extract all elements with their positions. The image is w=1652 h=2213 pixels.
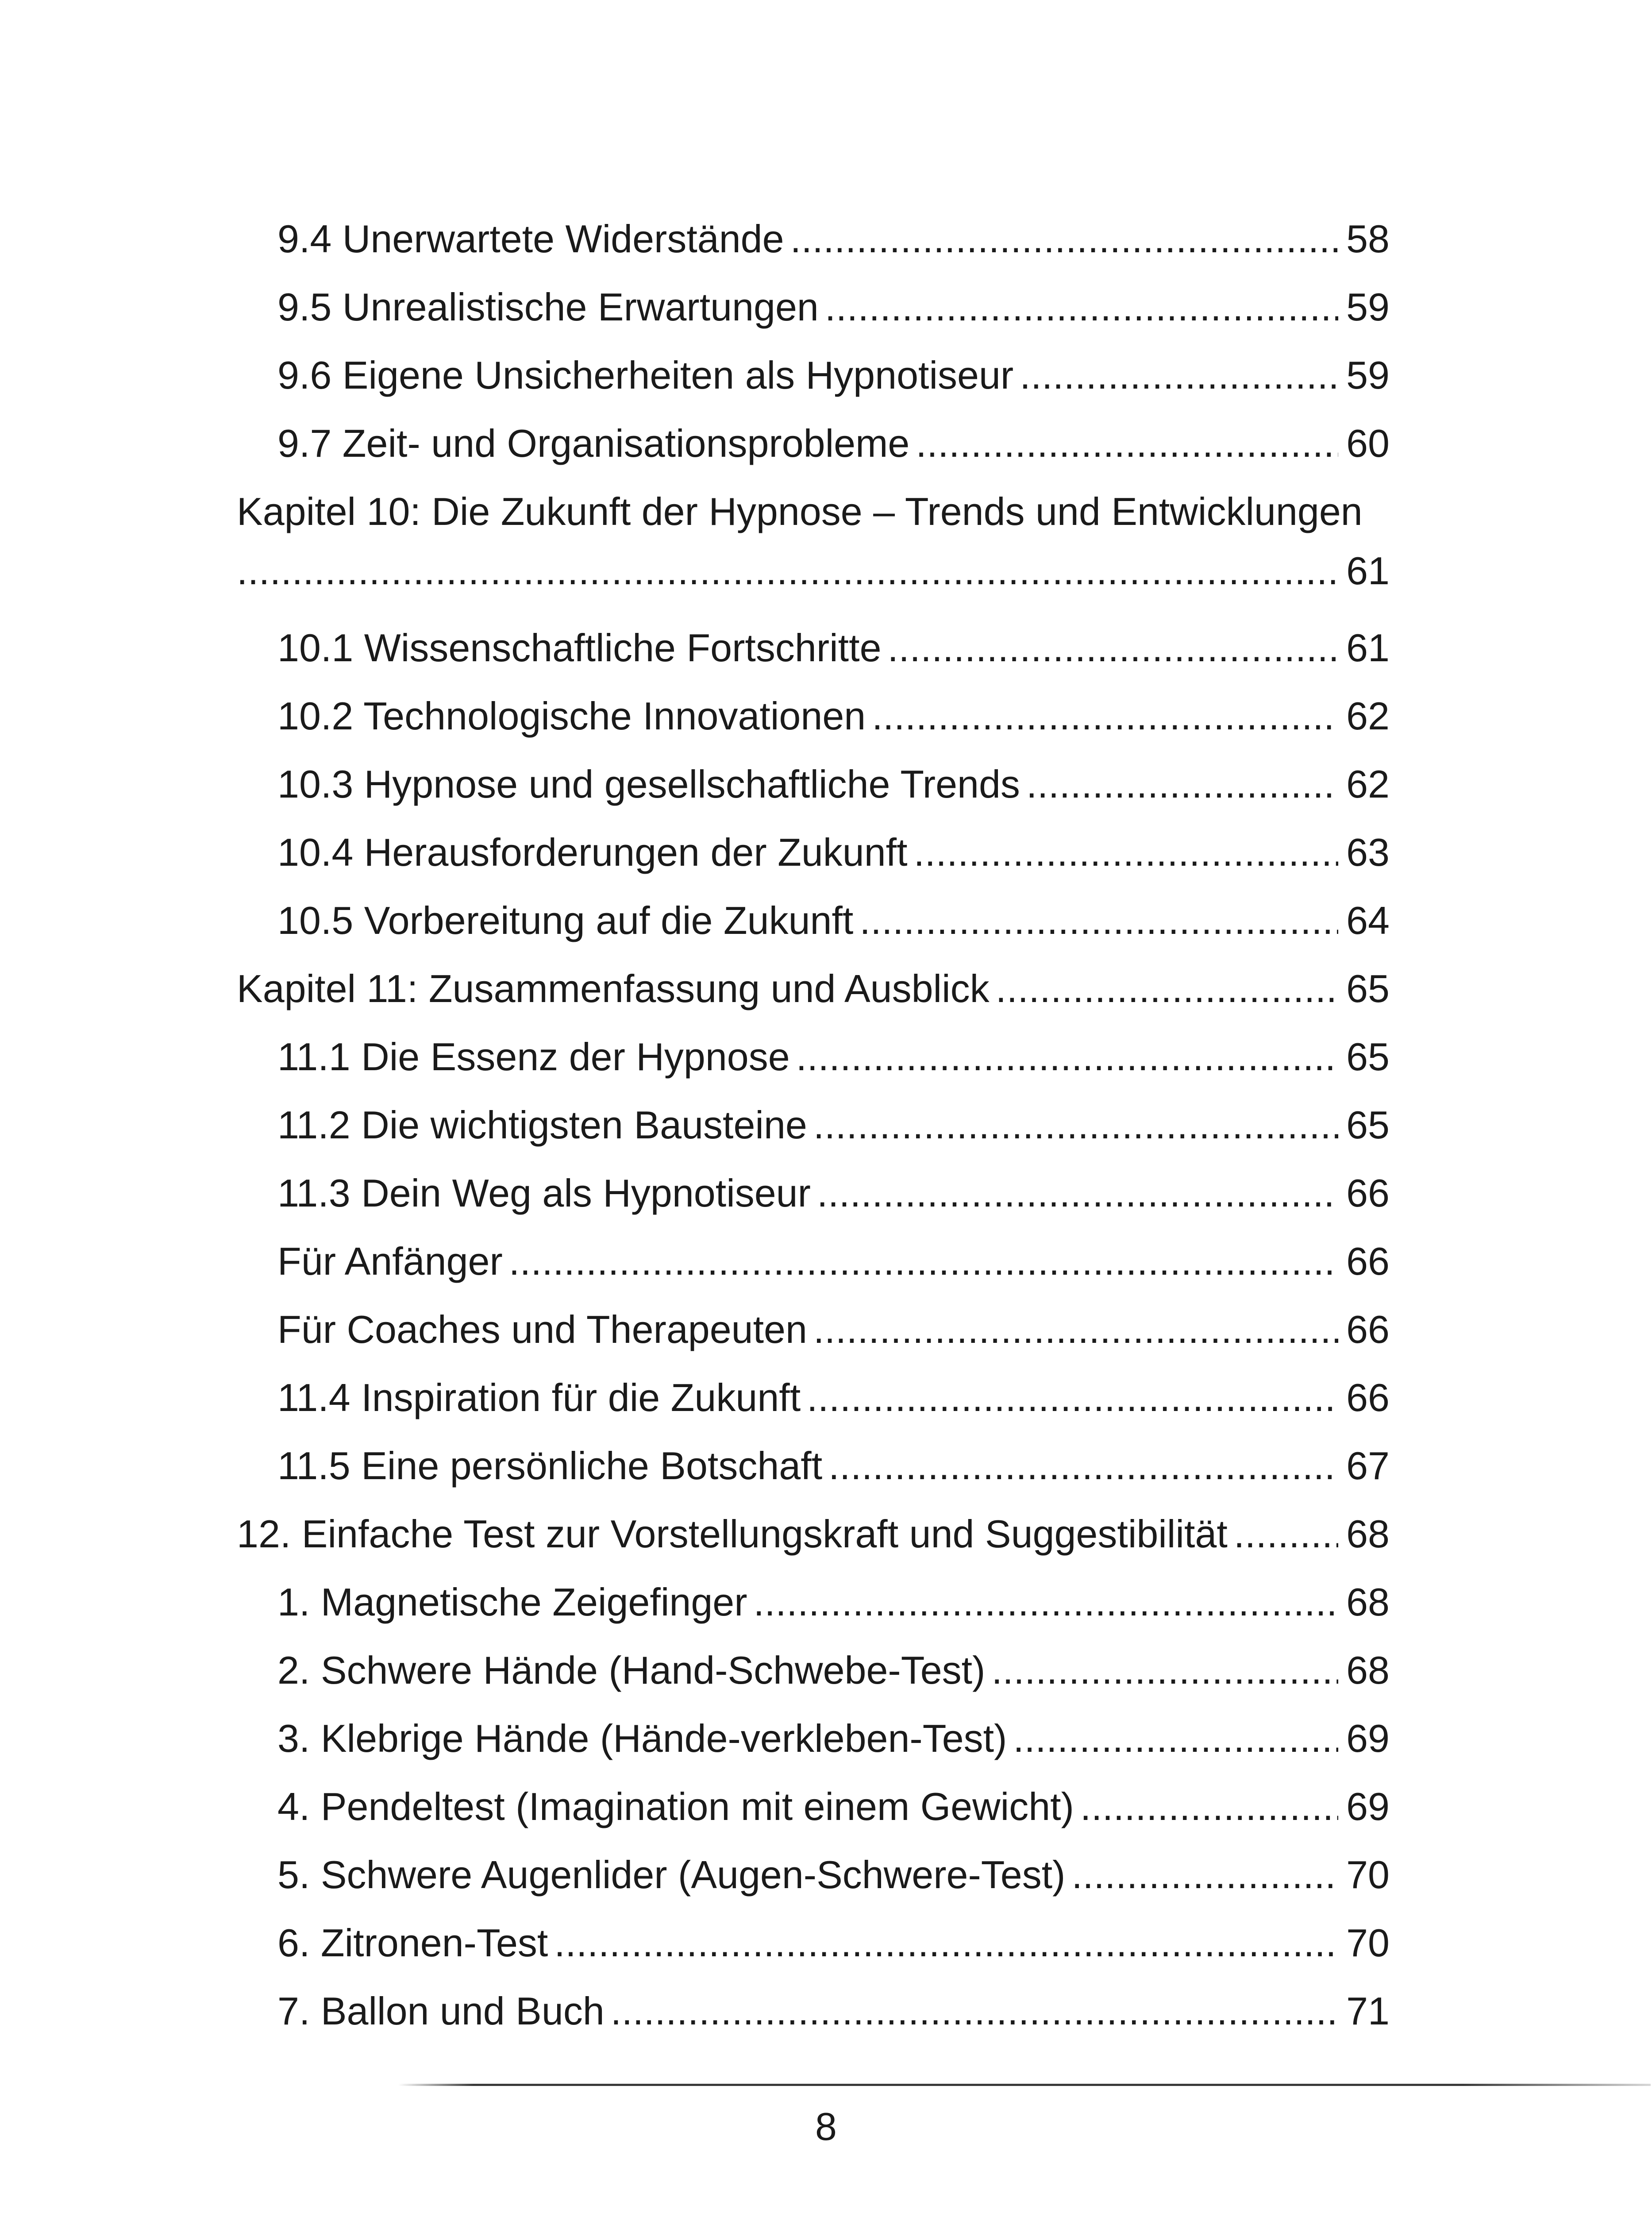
toc-entry-page: 64 <box>1346 898 1390 942</box>
dot-leader <box>611 1989 1338 2033</box>
toc-entry <box>237 1912 1390 1980</box>
toc-entry-title: 10.5 Vorbereitung auf die Zukunft <box>277 898 854 942</box>
toc-entry-title: 10.3 Hypnose und gesellschaftliche Trends <box>277 762 1020 806</box>
dot-leader <box>813 1307 1338 1352</box>
toc-entry-title: Kapitel 11: Zusammenfassung und Ausblick <box>237 967 990 1010</box>
toc-entry-title: 11.5 Eine persönliche Botschaft <box>277 1444 823 1488</box>
toc-entry <box>237 890 1390 958</box>
dot-leader <box>1071 1853 1338 1897</box>
toc-entry-page: 69 <box>1346 1785 1390 1828</box>
page-number: 8 <box>815 2105 837 2148</box>
toc-entry <box>237 685 1390 753</box>
dot-leader <box>916 421 1338 466</box>
toc-entry-page: 58 <box>1346 217 1390 261</box>
dot-leader <box>1020 353 1338 397</box>
toc-entry-title: 11.1 Die Essenz der Hypnose <box>277 1035 790 1079</box>
dot-leader <box>859 898 1338 943</box>
toc-entry <box>237 1230 1390 1299</box>
toc-entry-title: 10.2 Technologische Innovationen <box>277 694 866 738</box>
toc-entry <box>237 1299 1390 1367</box>
table-of-contents <box>237 208 1390 2048</box>
toc-entry-page: 60 <box>1346 421 1390 465</box>
toc-entry <box>237 1094 1390 1162</box>
toc-entry-page: 65 <box>1346 967 1390 1010</box>
toc-entry <box>237 1708 1390 1776</box>
toc-entry-title: 5. Schwere Augenlider (Augen-Schwere-Test) <box>277 1853 1066 1897</box>
toc-entry <box>237 1435 1390 1503</box>
dot-leader <box>790 217 1339 261</box>
toc-entry-title: 11.3 Dein Weg als Hypnotiseur <box>277 1171 811 1215</box>
toc-entry-page: 71 <box>1346 1989 1390 2033</box>
toc-entry <box>237 617 1390 685</box>
toc-entry-page: 66 <box>1346 1171 1390 1215</box>
dot-leader <box>828 1444 1338 1488</box>
toc-entry-title: Für Coaches und Therapeuten <box>277 1307 807 1351</box>
toc-entry-title: 9.6 Eigene Unsicherheiten als Hypnotiseur <box>277 353 1014 397</box>
dot-leader <box>796 1035 1338 1079</box>
toc-entry-page: 66 <box>1346 1307 1390 1351</box>
toc-entry <box>237 1639 1390 1708</box>
toc-entry <box>237 1571 1390 1639</box>
toc-entry-page: 62 <box>1346 762 1390 806</box>
dot-leader <box>237 549 1338 593</box>
dot-leader <box>914 830 1339 875</box>
toc-entry-page: 65 <box>1346 1035 1390 1079</box>
dot-leader <box>825 285 1338 329</box>
toc-entry-page: 65 <box>1346 1103 1390 1147</box>
toc-entry-page: 66 <box>1346 1239 1390 1283</box>
dot-leader <box>1234 1512 1338 1556</box>
dot-leader <box>817 1171 1338 1215</box>
toc-entry-title: 12. Einfache Test zur Vorstellungskraft und Suggestibilität <box>237 1512 1228 1556</box>
toc-entry <box>237 821 1390 890</box>
toc-entry-page: 59 <box>1346 285 1390 329</box>
toc-entry <box>237 753 1390 821</box>
toc-entry-page: 68 <box>1346 1512 1390 1556</box>
toc-entry-page: 59 <box>1346 353 1390 397</box>
toc-entry-page: 68 <box>1346 1648 1390 1692</box>
dot-leader <box>813 1103 1338 1147</box>
toc-entry <box>237 1844 1390 1912</box>
toc-entry-title: Kapitel 10: Die Zukunft der Hypnose – Trends und Entwicklungen <box>237 490 1363 533</box>
toc-entry <box>237 413 1390 481</box>
toc-entry-title: 6. Zitronen-Test <box>277 1921 548 1965</box>
dot-leader <box>872 694 1338 738</box>
dot-leader <box>554 1921 1338 1965</box>
toc-entry-title: 2. Schwere Hände (Hand-Schwebe-Test) <box>277 1648 986 1692</box>
toc-entry <box>237 1776 1390 1844</box>
toc-entry-title: 10.4 Herausforderungen der Zukunft <box>277 830 908 874</box>
toc-entry-page: 69 <box>1346 1716 1390 1760</box>
toc-entry <box>237 1367 1390 1435</box>
dot-leader <box>754 1580 1339 1624</box>
toc-entry-title: 7. Ballon und Buch <box>277 1989 605 2033</box>
toc-entry-page: 61 <box>1346 549 1390 593</box>
toc-entry <box>237 1980 1390 2048</box>
toc-entry-title: Für Anfänger <box>277 1239 503 1283</box>
dot-leader <box>888 626 1339 670</box>
dot-leader <box>991 1648 1338 1693</box>
footer-divider <box>398 2084 1651 2086</box>
toc-entry-title: 11.2 Die wichtigsten Bausteine <box>277 1103 807 1147</box>
toc-entry-page: 67 <box>1346 1444 1390 1488</box>
toc-entry-page: 70 <box>1346 1853 1390 1897</box>
dot-leader <box>1026 762 1338 806</box>
toc-chapter-entry <box>237 1503 1390 1571</box>
toc-entry-title: 10.1 Wissenschaftliche Fortschritte <box>277 626 882 670</box>
dot-leader <box>807 1376 1338 1420</box>
toc-entry <box>237 344 1390 413</box>
toc-entry-page: 63 <box>1346 830 1390 874</box>
toc-entry-page: 68 <box>1346 1580 1390 1624</box>
dot-leader <box>1013 1716 1338 1761</box>
toc-entry-title: 3. Klebrige Hände (Hände-verkleben-Test) <box>277 1716 1007 1760</box>
toc-entry-title: 1. Magnetische Zeigefinger <box>277 1580 747 1624</box>
toc-entry-title: 11.4 Inspiration für die Zukunft <box>277 1376 801 1419</box>
toc-entry-page: 66 <box>1346 1376 1390 1419</box>
dot-leader <box>509 1239 1338 1284</box>
toc-entry-page: 70 <box>1346 1921 1390 1965</box>
toc-entry-page: 62 <box>1346 694 1390 738</box>
toc-entry <box>237 208 1390 276</box>
toc-entry-page: 61 <box>1346 626 1390 670</box>
toc-entry <box>237 1162 1390 1230</box>
dot-leader <box>996 967 1338 1011</box>
toc-entry-title: 9.5 Unrealistische Erwartungen <box>277 285 819 329</box>
toc-entry-title: 9.4 Unerwartete Widerstände <box>277 217 784 261</box>
toc-entry <box>237 1026 1390 1094</box>
toc-chapter-entry <box>237 958 1390 1026</box>
toc-chapter-entry <box>237 481 1390 617</box>
toc-entry-title: 4. Pendeltest (Imagination mit einem Gewicht) <box>277 1785 1074 1828</box>
dot-leader <box>1080 1785 1338 1829</box>
toc-entry <box>237 276 1390 344</box>
toc-entry-title: 9.7 Zeit- und Organisationsprobleme <box>277 421 910 465</box>
